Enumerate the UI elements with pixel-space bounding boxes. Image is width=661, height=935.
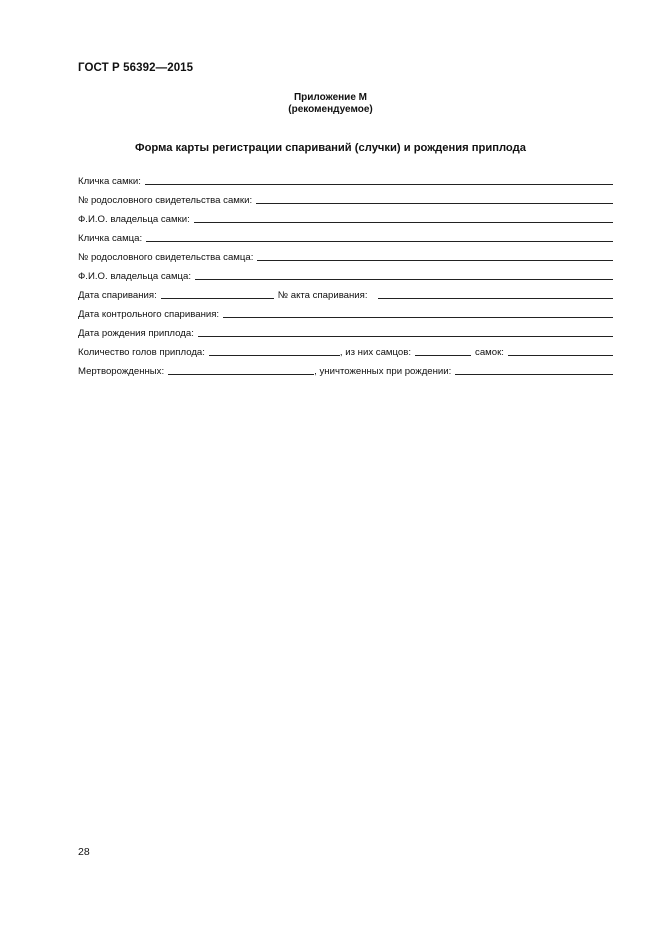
- stillborn-label: Мертворожденных:: [78, 366, 165, 377]
- form-row-female-owner: [78, 206, 613, 225]
- mating-date-blank[interactable]: [161, 298, 274, 299]
- male-pedigree-blank[interactable]: [257, 260, 613, 261]
- form-row-stillborn: [78, 358, 613, 377]
- female-name-blank[interactable]: [145, 184, 613, 185]
- male-pedigree-label: № родословного свидетельства самца:: [78, 252, 254, 263]
- destroyed-at-birth-label: , уничтоженных при рождении:: [314, 366, 452, 377]
- male-owner-label: Ф.И.О. владельца самца:: [78, 271, 192, 282]
- offspring-count-label: Количество голов приплода:: [78, 347, 205, 358]
- female-owner-blank[interactable]: [194, 222, 613, 223]
- females-label: самок:: [475, 347, 504, 358]
- form-row-offspring-birth: [78, 320, 613, 339]
- females-blank[interactable]: [508, 355, 613, 356]
- mating-act-label: № акта спаривания:: [277, 290, 368, 301]
- offspring-birth-date-label: Дата рождения приплода:: [78, 328, 194, 339]
- offspring-count-blank[interactable]: [209, 355, 340, 356]
- control-mating-date-label: Дата контрольного спаривания:: [78, 309, 220, 320]
- standard-number: ГОСТ Р 56392—2015: [78, 62, 194, 74]
- form-row-offspring-count: [78, 339, 613, 358]
- form-title: Форма карты регистрации спариваний (случки) и рождения приплода: [135, 142, 526, 154]
- form-row-male-owner: [78, 263, 613, 282]
- form-row-male-pedigree: [78, 244, 613, 263]
- males-blank[interactable]: [415, 355, 471, 356]
- appendix-status: (рекомендуемое): [288, 104, 373, 115]
- mating-date-label: Дата спаривания:: [78, 290, 157, 301]
- female-pedigree-label: № родословного свидетельства самки:: [78, 195, 253, 206]
- female-owner-label: Ф.И.О. владельца самки:: [78, 214, 190, 225]
- female-pedigree-blank[interactable]: [256, 203, 613, 204]
- male-name-label: Кличка самца:: [78, 233, 143, 244]
- appendix-heading: [0, 92, 661, 116]
- male-name-blank[interactable]: [146, 241, 613, 242]
- male-owner-blank[interactable]: [195, 279, 613, 280]
- form-row-mating: [78, 282, 613, 301]
- form-row-female-name: [78, 168, 613, 187]
- form-row-male-name: [78, 225, 613, 244]
- page-number: 28: [78, 846, 90, 858]
- appendix-title: Приложение М: [293, 92, 368, 103]
- female-name-label: Кличка самки:: [78, 176, 141, 187]
- control-mating-date-blank[interactable]: [223, 317, 613, 318]
- destroyed-at-birth-blank[interactable]: [455, 374, 613, 375]
- form-row-female-pedigree: [78, 187, 613, 206]
- offspring-birth-date-blank[interactable]: [198, 336, 613, 337]
- mating-act-blank[interactable]: [378, 298, 613, 299]
- stillborn-blank[interactable]: [168, 374, 314, 375]
- registration-form: [78, 168, 613, 377]
- form-row-control-mating: [78, 301, 613, 320]
- males-label: , из них самцов:: [339, 347, 412, 358]
